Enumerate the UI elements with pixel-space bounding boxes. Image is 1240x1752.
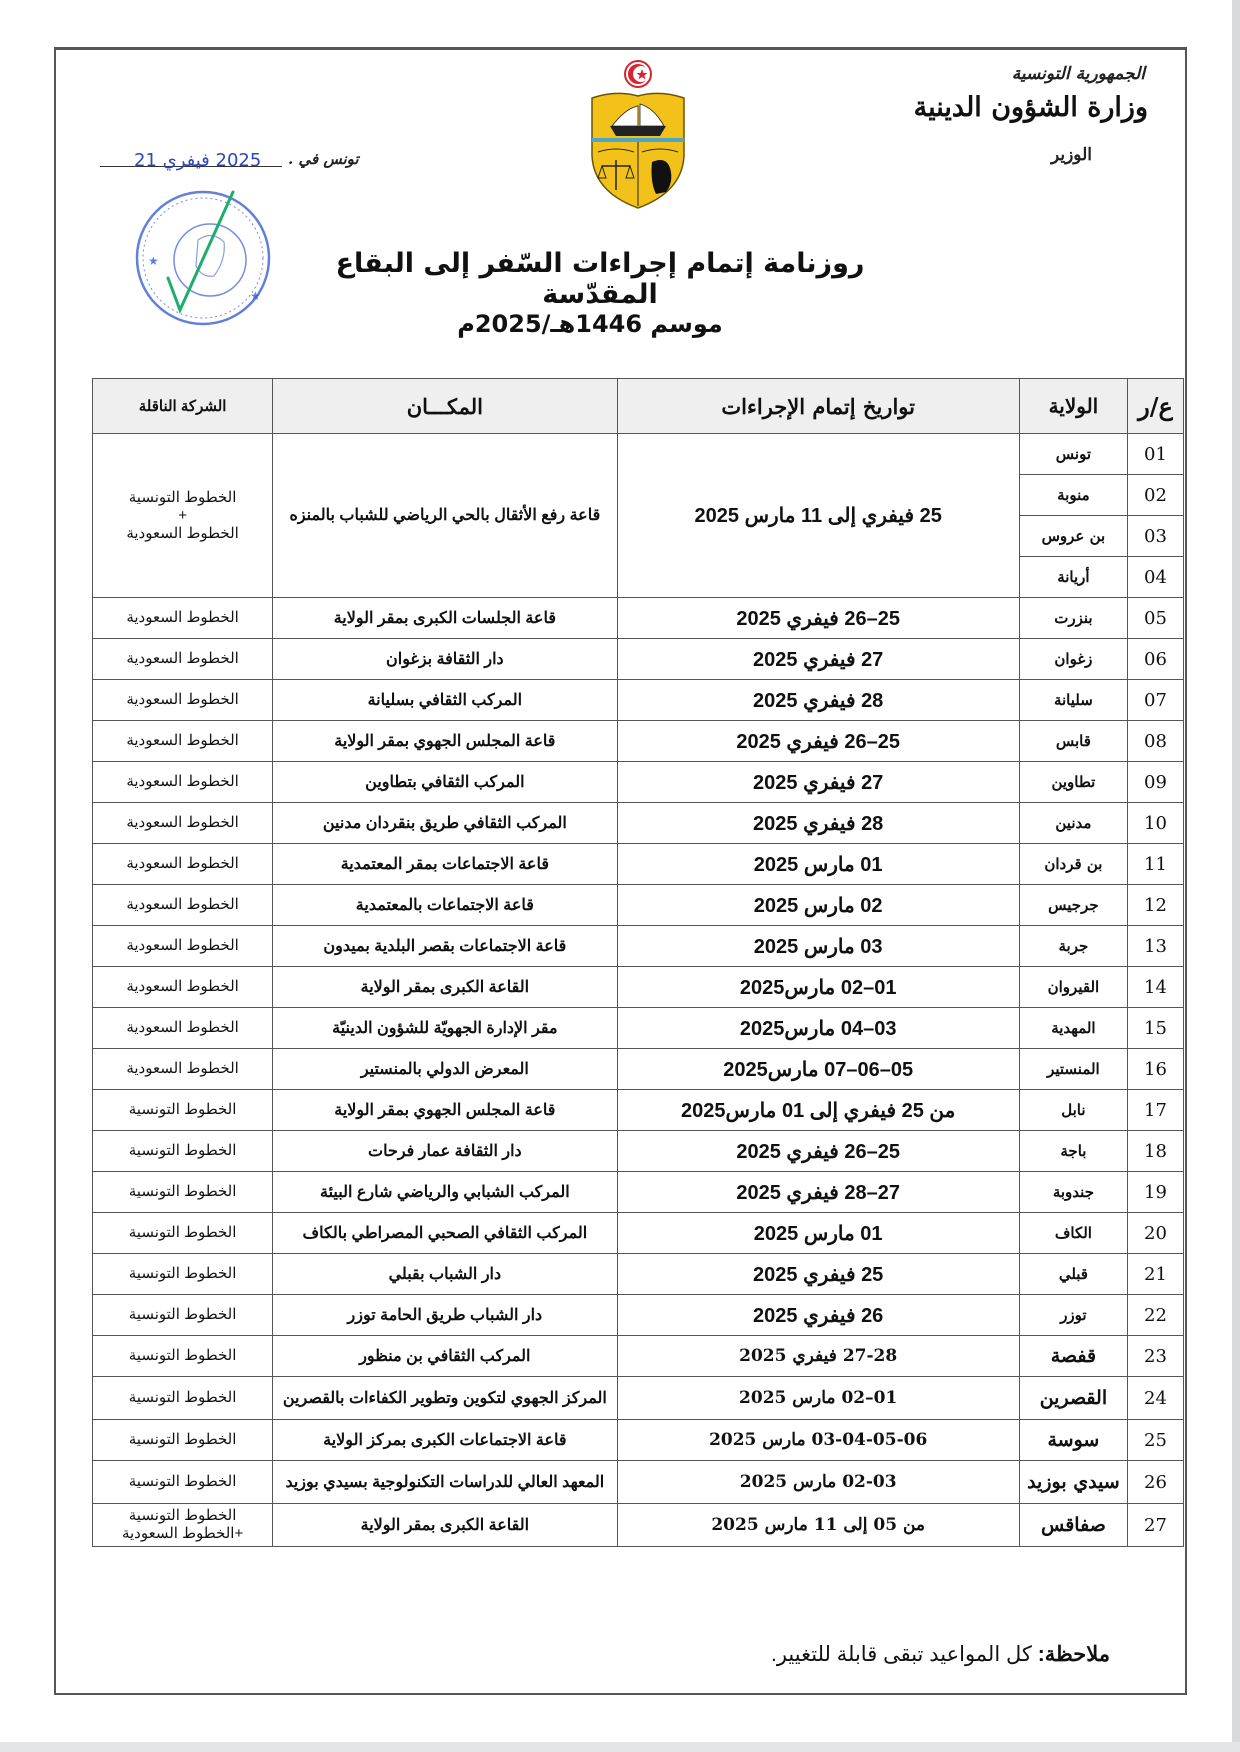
row-number: 14: [1127, 967, 1183, 1008]
row-wilaya: مدنين: [1019, 803, 1127, 844]
row-dates: 01 مارس 2025: [617, 1213, 1019, 1254]
table-row: [93, 1461, 1184, 1504]
row-carrier: الخطوط التونسية: [93, 1461, 273, 1504]
row-wilaya: توزر: [1019, 1295, 1127, 1336]
group-carrier: [93, 434, 273, 598]
row-place: القاعة الكبرى بمقر الولاية: [273, 967, 617, 1008]
table-row: [93, 967, 1184, 1008]
row-place: قاعة الاجتماعات بمقر المعتمدية: [273, 844, 617, 885]
row-wilaya: تطاوين: [1019, 762, 1127, 803]
row-dates: 03 مارس 2025: [617, 926, 1019, 967]
ministry-seal-stamp-icon: [128, 180, 278, 330]
row-carrier: الخطوط السعودية: [93, 598, 273, 639]
row-carrier: الخطوط التونسية: [93, 1377, 273, 1420]
row-wilaya: تونس: [1019, 434, 1127, 475]
row-place: المركب الشبابي والرياضي شارع البيئة: [273, 1172, 617, 1213]
row-wilaya: نابل: [1019, 1090, 1127, 1131]
row-wilaya: قابس: [1019, 721, 1127, 762]
row-carrier: الخطوط السعودية: [93, 885, 273, 926]
row-carrier: الخطوط السعودية: [93, 762, 273, 803]
row-dates: 27 فيفري 2025: [617, 639, 1019, 680]
table-row: [93, 1090, 1184, 1131]
carrier-line-1: الخطوط التونسية: [128, 488, 237, 506]
table-row: [93, 1336, 1184, 1377]
row-wilaya: صفاقس: [1019, 1504, 1127, 1547]
row-carrier: الخطوط التونسية: [93, 1336, 273, 1377]
row-number: 20: [1127, 1213, 1183, 1254]
row-wilaya: قبلي: [1019, 1254, 1127, 1295]
row-number: 08: [1127, 721, 1183, 762]
check-mark-icon: [168, 192, 233, 310]
row-number: 06: [1127, 639, 1183, 680]
row-wilaya: بن قردان: [1019, 844, 1127, 885]
row-dates: 03–04 مارس2025: [617, 1008, 1019, 1049]
row-dates: 27-28 فيفري 2025: [617, 1336, 1019, 1377]
page-title: روزنامة إتمام إجراءات السّفر إلى البقاع المقدّسة: [335, 248, 865, 310]
row-place: المركب الثقافي طريق بنقردان مدنين: [273, 803, 617, 844]
row-wilaya: الكاف: [1019, 1213, 1127, 1254]
table-row: [93, 1420, 1184, 1461]
row-place: المركب الثقافي بسليانة: [273, 680, 617, 721]
table-row: [93, 803, 1184, 844]
row-number: 23: [1127, 1336, 1183, 1377]
header-number: ع/ر: [1127, 379, 1183, 434]
row-number: 21: [1127, 1254, 1183, 1295]
ministry-label: وزارة الشؤون الدينية: [913, 92, 1148, 123]
minister-label: الوزير: [1050, 145, 1092, 165]
row-wilaya: القيروان: [1019, 967, 1127, 1008]
row-dates: 25–26 فيفري 2025: [617, 598, 1019, 639]
table-row: [93, 1049, 1184, 1090]
row-dates: 27 فيفري 2025: [617, 762, 1019, 803]
row-place: قاعة الاجتماعات الكبرى بمركز الولاية: [273, 1420, 617, 1461]
row-place: دار الشباب طريق الحامة توزر: [273, 1295, 617, 1336]
table-row: [93, 1008, 1184, 1049]
row-dates: 25–26 فيفري 2025: [617, 721, 1019, 762]
row-wilaya: منوبة: [1019, 475, 1127, 516]
row-wilaya: أريانة: [1019, 557, 1127, 598]
header-wilaya: الولاية: [1019, 379, 1127, 434]
date-place-label: تونس في .: [288, 150, 359, 168]
header-place: المكـــان: [273, 379, 617, 434]
row-number: 13: [1127, 926, 1183, 967]
row-wilaya: بن عروس: [1019, 516, 1127, 557]
row-carrier: الخطوط التونسية +الخطوط السعودية: [93, 1504, 273, 1547]
row-wilaya: بنزرت: [1019, 598, 1127, 639]
row-place: المركب الثقافي بتطاوين: [273, 762, 617, 803]
scan-bottom-edge: [0, 1742, 1240, 1752]
row-dates: من 05 إلى 11 مارس 2025: [617, 1504, 1019, 1547]
row-wilaya: المهدية: [1019, 1008, 1127, 1049]
row-dates: 03-04-05-06 مارس 2025: [617, 1420, 1019, 1461]
row-dates: 02 مارس 2025: [617, 885, 1019, 926]
row-carrier: الخطوط السعودية: [93, 721, 273, 762]
row-place: قاعة الاجتماعات بقصر البلدية بميدون: [273, 926, 617, 967]
row-number: 18: [1127, 1131, 1183, 1172]
row-dates: 28 فيفري 2025: [617, 680, 1019, 721]
row-carrier: الخطوط التونسية: [93, 1295, 273, 1336]
table-header-row: [93, 379, 1184, 434]
row-number: 04: [1127, 557, 1183, 598]
group-place: قاعة رفع الأثقال بالحي الرياضي للشباب بالمنزه: [273, 434, 617, 598]
row-dates: 01–02 مارس 2025: [617, 1377, 1019, 1420]
row-carrier: الخطوط التونسية: [93, 1213, 273, 1254]
date-value: 2025 فيفري 21: [134, 150, 262, 171]
header-dates: تواريخ إتمام الإجراءات: [617, 379, 1019, 434]
table-row: [93, 680, 1184, 721]
row-dates: 27–28 فيفري 2025: [617, 1172, 1019, 1213]
row-place: دار الثقافة بزغوان: [273, 639, 617, 680]
row-carrier: الخطوط السعودية: [93, 967, 273, 1008]
row-number: 07: [1127, 680, 1183, 721]
row-place: المركز الجهوي لتكوين وتطوير الكفاءات بالقصرين: [273, 1377, 617, 1420]
carrier-plus: +: [178, 506, 187, 524]
row-carrier: الخطوط السعودية: [93, 926, 273, 967]
row-number: 17: [1127, 1090, 1183, 1131]
row-place: المعرض الدولي بالمنستير: [273, 1049, 617, 1090]
season-subtitle: موسم 1446هـ/2025م: [457, 310, 723, 338]
row-wilaya: سيدي بوزيد: [1019, 1461, 1127, 1504]
table-row: [93, 598, 1184, 639]
row-place: قاعة الاجتماعات بالمعتمدية: [273, 885, 617, 926]
row-wilaya: القصرين: [1019, 1377, 1127, 1420]
row-dates: 05–06–07 مارس2025: [617, 1049, 1019, 1090]
row-carrier: الخطوط التونسية: [93, 1172, 273, 1213]
row-carrier: الخطوط السعودية: [93, 1008, 273, 1049]
row-carrier: الخطوط السعودية: [93, 1049, 273, 1090]
row-number: 22: [1127, 1295, 1183, 1336]
table-row: [93, 1172, 1184, 1213]
footnote-label: ملاحظة:: [1037, 1643, 1110, 1666]
row-number: 25: [1127, 1420, 1183, 1461]
row-place: قاعة المجلس الجهوي بمقر الولاية: [273, 1090, 617, 1131]
table-row: [93, 1131, 1184, 1172]
row-place: المعهد العالي للدراسات التكنولوجية بسيدي بوزيد: [273, 1461, 617, 1504]
svg-text:★: ★: [148, 254, 159, 268]
republic-label: الجمهورية التونسية: [1011, 64, 1145, 84]
row-number: 11: [1127, 844, 1183, 885]
row-number: 03: [1127, 516, 1183, 557]
row-dates: 01 مارس 2025: [617, 844, 1019, 885]
row-number: 05: [1127, 598, 1183, 639]
row-wilaya: سليانة: [1019, 680, 1127, 721]
row-number: 19: [1127, 1172, 1183, 1213]
row-number: 12: [1127, 885, 1183, 926]
row-number: 09: [1127, 762, 1183, 803]
row-carrier: الخطوط التونسية: [93, 1420, 273, 1461]
carrier-line-2: الخطوط السعودية: [126, 524, 239, 542]
row-wilaya: المنستير: [1019, 1049, 1127, 1090]
footnote: [771, 1642, 1110, 1667]
row-dates: 25 فيفري 2025: [617, 1254, 1019, 1295]
row-carrier: الخطوط التونسية: [93, 1131, 273, 1172]
row-carrier: الخطوط التونسية: [93, 1254, 273, 1295]
row-number: 27: [1127, 1504, 1183, 1547]
row-place: مقر الإدارة الجهويّة للشؤون الدينيّة: [273, 1008, 617, 1049]
table-row: [93, 721, 1184, 762]
table-row: [93, 926, 1184, 967]
row-number: 26: [1127, 1461, 1183, 1504]
row-place: القاعة الكبرى بمقر الولاية: [273, 1504, 617, 1547]
row-place: المركب الثقافي بن منظور: [273, 1336, 617, 1377]
row-carrier: الخطوط السعودية: [93, 639, 273, 680]
row-wilaya: باجة: [1019, 1131, 1127, 1172]
row-place: دار الثقافة عمار فرحات: [273, 1131, 617, 1172]
row-place: قاعة المجلس الجهوي بمقر الولاية: [273, 721, 617, 762]
row-wilaya: جربة: [1019, 926, 1127, 967]
row-dates: 26 فيفري 2025: [617, 1295, 1019, 1336]
row-carrier: الخطوط التونسية: [93, 1090, 273, 1131]
row-dates: 02-03 مارس 2025: [617, 1461, 1019, 1504]
row-number: 02: [1127, 475, 1183, 516]
row-dates: 28 فيفري 2025: [617, 803, 1019, 844]
group-dates: 25 فيفري إلى 11 مارس 2025: [617, 434, 1019, 598]
row-dates: 25–26 فيفري 2025: [617, 1131, 1019, 1172]
row-number: 10: [1127, 803, 1183, 844]
scan-right-edge: [1232, 0, 1240, 1752]
header-carrier: الشركة الناقلة: [93, 379, 273, 434]
row-wilaya: زغوان: [1019, 639, 1127, 680]
row-wilaya: قفصة: [1019, 1336, 1127, 1377]
table-row: [93, 1295, 1184, 1336]
row-number: 16: [1127, 1049, 1183, 1090]
row-carrier: الخطوط السعودية: [93, 680, 273, 721]
footnote-text: كل المواعيد تبقى قابلة للتغيير.: [771, 1643, 1038, 1666]
row-number: 15: [1127, 1008, 1183, 1049]
table-row: [93, 885, 1184, 926]
row-number: 24: [1127, 1377, 1183, 1420]
table-row: [93, 1504, 1184, 1547]
row-place: دار الشباب بقبلي: [273, 1254, 617, 1295]
row-dates: 01–02 مارس2025: [617, 967, 1019, 1008]
row-wilaya: جندوبة: [1019, 1172, 1127, 1213]
table-row: [93, 1254, 1184, 1295]
row-dates: من 25 فيفري إلى 01 مارس2025: [617, 1090, 1019, 1131]
table-row: [93, 762, 1184, 803]
table-row: [93, 639, 1184, 680]
row-carrier: الخطوط السعودية: [93, 844, 273, 885]
tunisia-coat-of-arms-icon: [586, 56, 690, 212]
row-place: قاعة الجلسات الكبرى بمقر الولاية: [273, 598, 617, 639]
table-row: [93, 434, 1184, 475]
svg-text:★: ★: [250, 289, 261, 303]
table-row: [93, 1377, 1184, 1420]
row-carrier: الخطوط السعودية: [93, 803, 273, 844]
row-number: 01: [1127, 434, 1183, 475]
row-wilaya: سوسة: [1019, 1420, 1127, 1461]
table-row: [93, 1213, 1184, 1254]
row-place: المركب الثقافي الصحبي المصراطي بالكاف: [273, 1213, 617, 1254]
row-wilaya: جرجيس: [1019, 885, 1127, 926]
schedule-table: [92, 378, 1184, 1547]
table-row: [93, 844, 1184, 885]
